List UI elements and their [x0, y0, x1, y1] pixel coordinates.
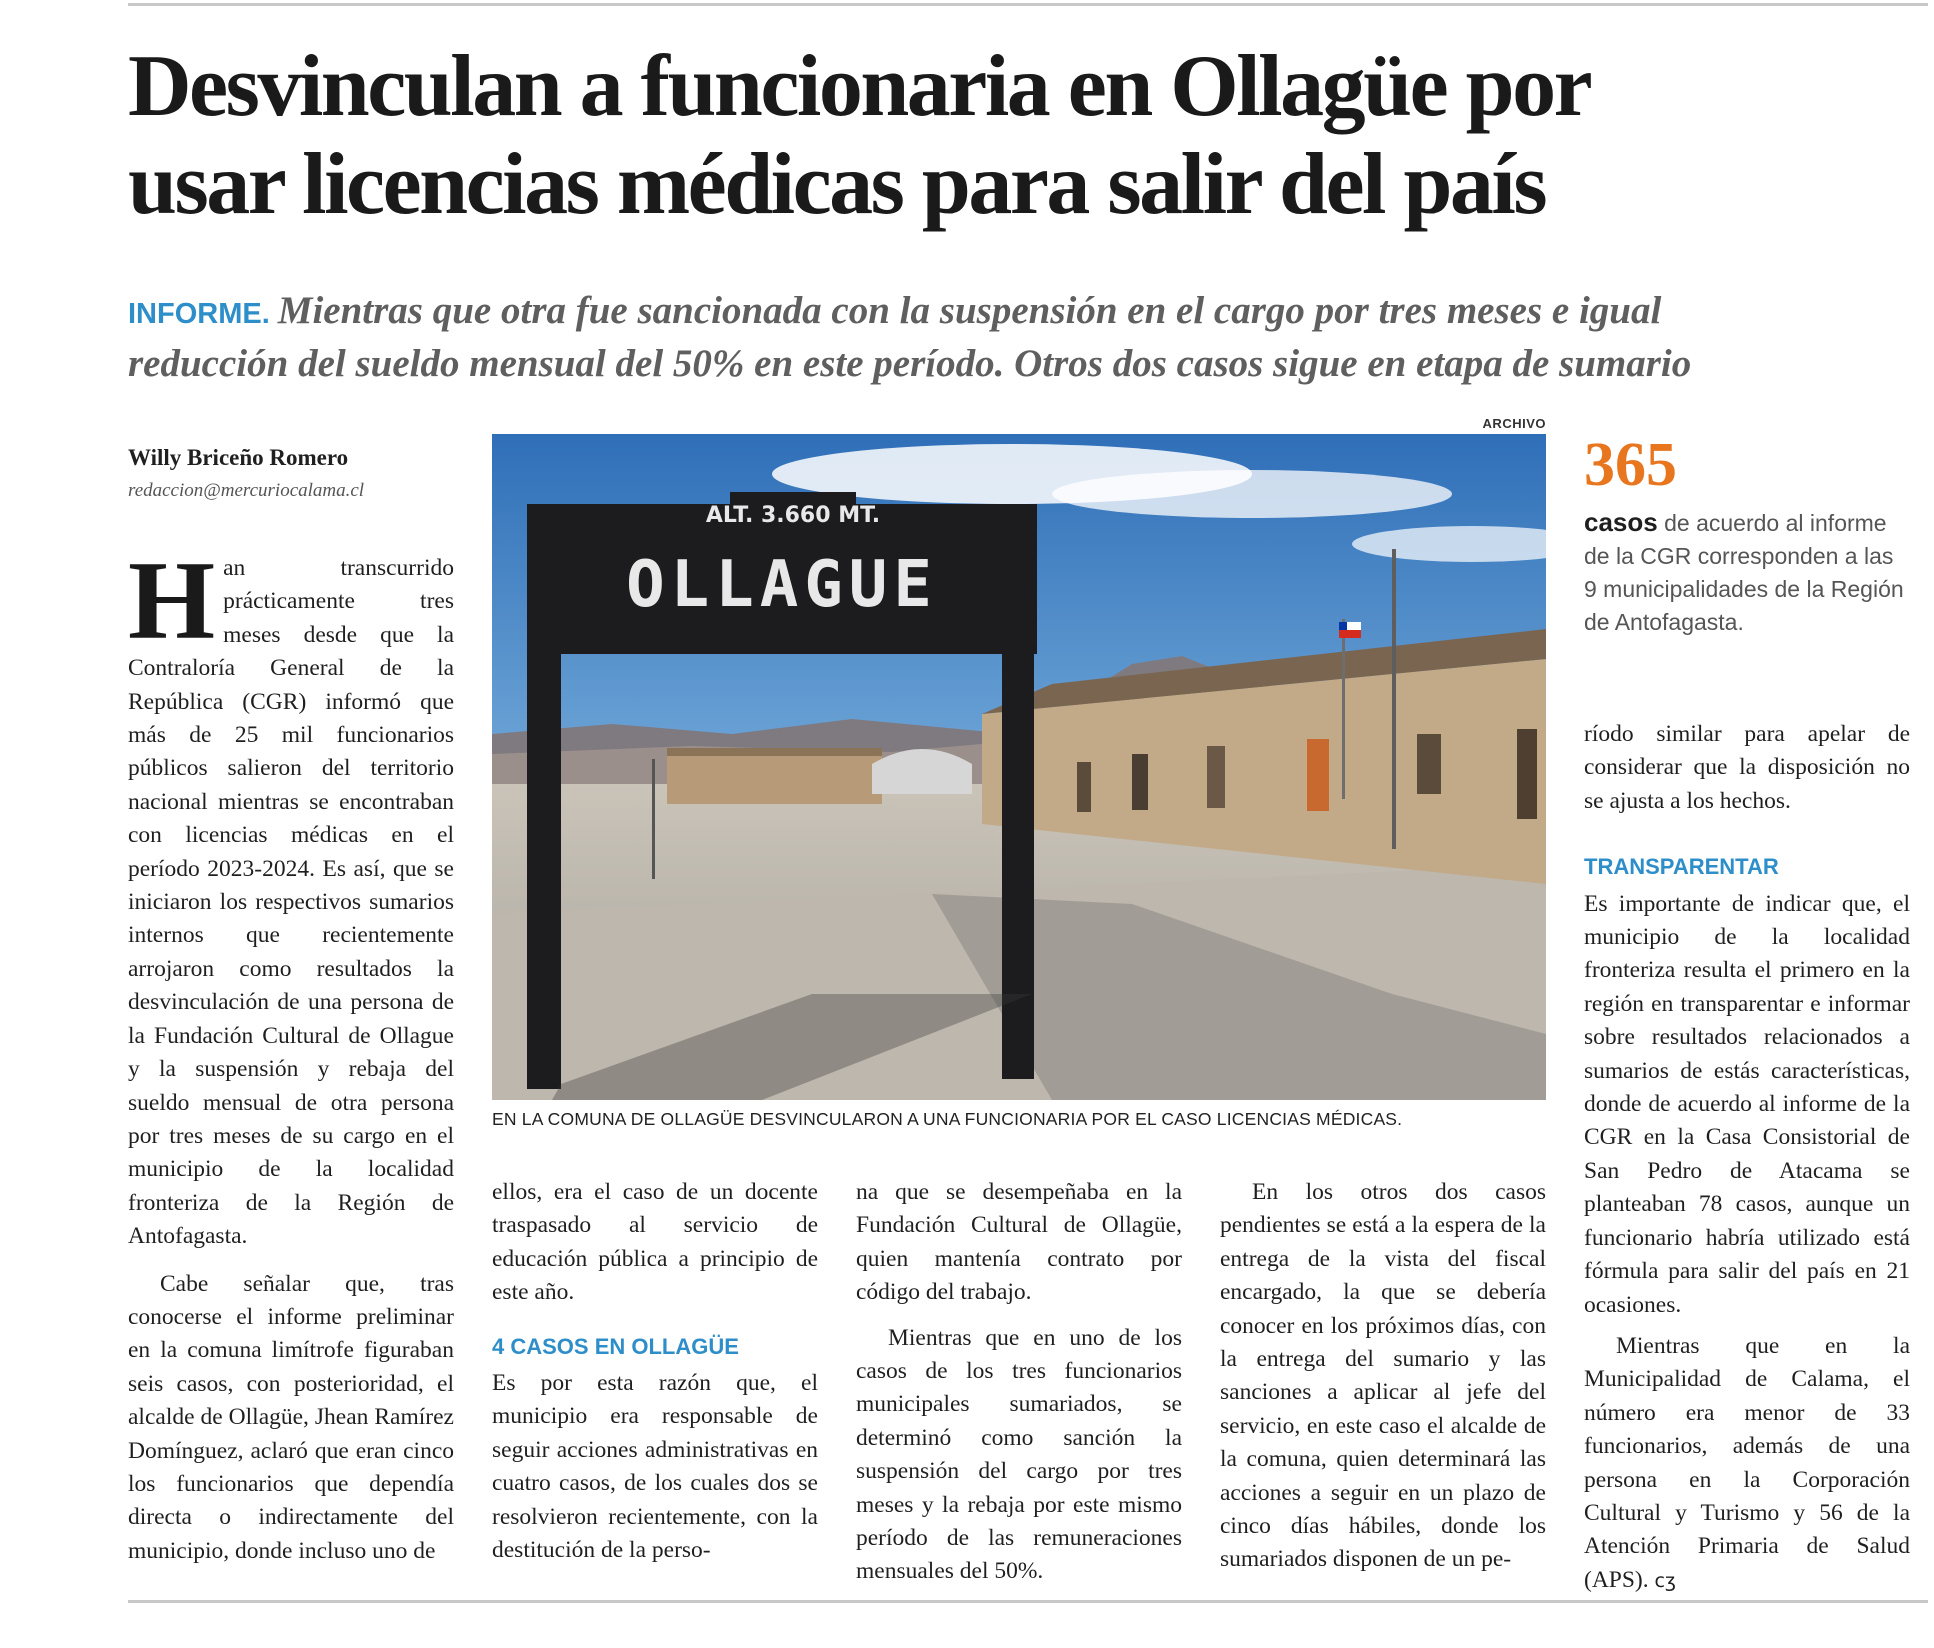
headline-line-2: usar licencias médicas para salir del país [128, 136, 1546, 233]
paragraph-4: Mientras que en uno de los casos de los tres funcionarios municipales sumariados, se determinó como sanción la suspensión del cargo por tres meses y la rebaja por este mismo período de las remuneraciones mensuales del 50%. [856, 1324, 1182, 1585]
headline [128, 38, 1918, 234]
paragraph-2-continued: ellos, era el caso de un docente traspasado al servicio de educación pública a principio de este año. [492, 1179, 818, 1306]
paragraph-3: Es por esta razón que, el municipio era responsable de seguir acciones administrativas en cuatro casos, de los cuales dos se resolvieron recientemente, con la destitución de la perso- [492, 1370, 818, 1564]
paragraph-3-continued: na que se desempeñaba en la Fundación Cultural de Ollagüe, quien mantenía contrato por código del trabajo. [856, 1179, 1182, 1306]
deck-line-2: reducción del sueldo mensual del 50% en este período. Otros dos casos sigue en etapa de sumario [128, 342, 1692, 385]
paragraph-5-continued: ríodo similar para apelar de considerar que la disposición no se ajusta a los hechos. [1584, 721, 1910, 814]
body-column-4 [1220, 1176, 1546, 1577]
paragraph-7-text: Mientras que en la Municipalidad de Calama, el número era menor de 33 funcionarios, además de una persona en la Corporación Cultural y Turismo y 56 de la Atención Primaria de Salud (APS). [1584, 1332, 1910, 1593]
paragraph-7 [1584, 1330, 1910, 1598]
end-mark-icon: ᴄʒ [1654, 1569, 1676, 1592]
paragraph-1-text: an transcurrido prácticamente tres meses desde que la Contraloría General de la República (CGR) informó que más de 25 mil funcionarios públicos salieron del territorio nacional mientras se encontraban con licencias médicas en el período 2023-2024. Es así, que se iniciaron los respectivos sumarios internos que recientemente arrojaron como resultados la desvinculación de una persona de la Fundación Cultural de Ollague y la suspensión y rebaja del sueldo mensual de otra persona por tres meses de su cargo en el municipio de la localidad fronteriza de la Región de Antofagasta. [128, 555, 454, 1250]
drop-cap: H [128, 539, 216, 663]
top-rule [128, 3, 1928, 6]
article-photo [492, 434, 1546, 1100]
body-column-1 [128, 539, 454, 1568]
paragraph-6: Es importante de indicar que, el municipio de la localidad fronteriza resulta el primero en la región en transparentar e informar sobre resultados relacionados a sumarios de estás características, donde de acuerdo al informe de la CGR en la Casa Consistorial de San Pedro de Atacama se planteaban 78 casos, aunque un funcionario habría utilizado está fórmula para salir del país en 21 ocasiones. [1584, 890, 1910, 1318]
paragraph-1 [128, 539, 454, 1254]
deck-text-1: Mientras que otra fue sancionada con la suspensión en el cargo por tres meses e igual [277, 289, 1662, 332]
sign-town-name: OLLAGUE [626, 548, 938, 622]
body-column-3 [856, 1176, 1182, 1589]
body-column-5 [1584, 718, 1910, 1598]
deck-line-1 [128, 286, 1918, 339]
stat-label: casos [1584, 507, 1658, 537]
stat-text: de acuerdo al informe de la CGR corresponden a las 9 municipalidades de la Región de Antofagasta. [1584, 510, 1904, 635]
deck-kicker: INFORME. [128, 298, 270, 330]
subhead-4-casos: 4 CASOS EN OLLAGÜE [492, 1333, 739, 1359]
bottom-rule [128, 1600, 1928, 1603]
stat-number: 365 [1584, 431, 1677, 499]
paragraph-5: En los otros dos casos pendientes se está a la espera de la entrega de la vista del fiscal encargado, la que se debería conocer en los próximos días, con la entrega del sumario y las sanciones a aplicar al jefe del servicio, en este caso el alcalde de la comuna, quien determinará las acciones a seguir en un plazo de cinco días hábiles, donde los sumariados disponen de un pe- [1220, 1179, 1546, 1573]
byline-author: Willy Briceño Romero [128, 445, 349, 470]
sign-altitude: ALT. 3.660 MT. [705, 503, 881, 528]
photo-credit: ARCHIVO [1482, 416, 1546, 431]
headline-line-1: Desvinculan a funcionaria en Ollagüe por [128, 38, 1591, 135]
paragraph-2: Cabe señalar que, tras conocerse el informe preliminar en la comuna limítrofe figuraban seis casos, con posterioridad, el alcalde de Ollagüe, Jhean Ramírez Domínguez, aclaró que eran cinco los funcionarios que dependía directa o indirectamente del municipio, donde incluso uno de [128, 1270, 454, 1564]
byline-email: redaccion@mercuriocalama.cl [128, 480, 365, 501]
stat-description [1584, 506, 1910, 639]
body-column-2 [492, 1176, 818, 1567]
deck [128, 286, 1918, 389]
subhead-transparentar: TRANSPARENTAR [1584, 854, 1779, 880]
photo-caption: EN LA COMUNA DE OLLAGÜE DESVINCULARON A UNA FUNCIONARIA POR EL CASO LICENCIAS MÉDICAS. [492, 1109, 1403, 1129]
